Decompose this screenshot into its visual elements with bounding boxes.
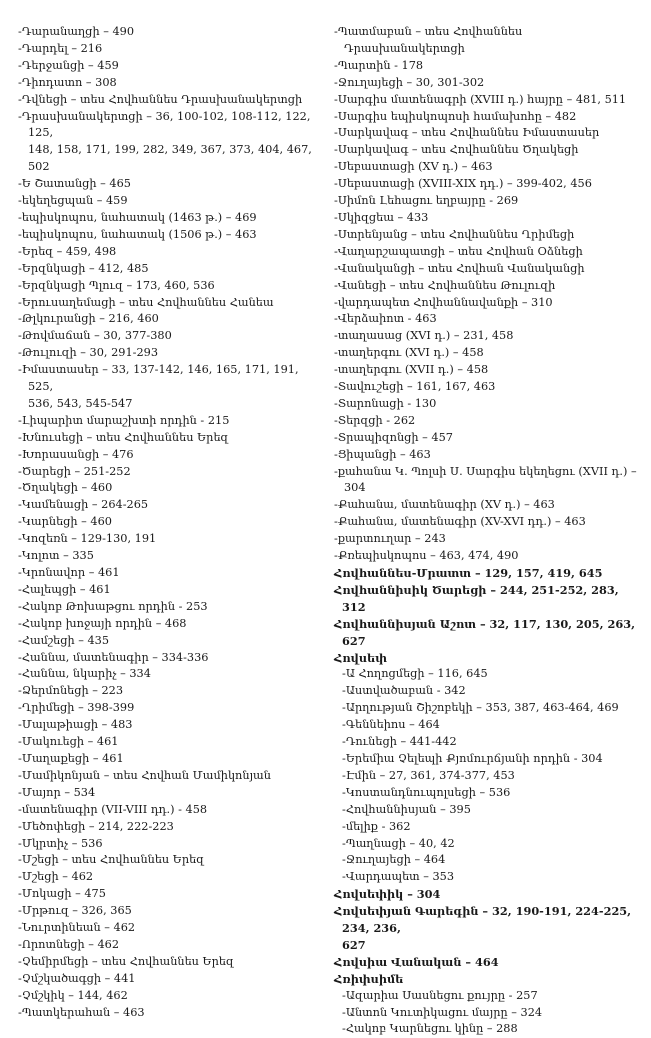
index-entry: -Մայոր – 534 xyxy=(18,785,96,799)
index-entry: -Սեբաստացի (XV դ.) – 463 xyxy=(334,160,493,174)
index-entry: -Ղրիմեցի – 398-399 xyxy=(18,701,135,715)
index-entry: -Վարդապետ – 353 xyxy=(342,870,455,884)
index-entry: -Ազարիա Սասնեցու քույրը - 257 xyxy=(342,988,538,1002)
index-heading-entry: Հովհաննես-Մրատտ – 129, 157, 419, 645 xyxy=(334,566,603,580)
index-entry: -Մշեցի – տես Հովհաննես Երեզ xyxy=(18,853,205,867)
index-entry: -Չմշկածագցի – 441 xyxy=(18,971,136,985)
index-entry: -Վանեցի – տես Հովհաննես Թուլուզի xyxy=(334,278,556,292)
index-entry: -Սեբաստացի (XVIII-XIX դդ.) – 399-402, 456 xyxy=(334,177,592,191)
index-entry: -Ե Շատանցի – 465 xyxy=(18,177,131,191)
index-entry: -Թուլուզի – 30, 291-293 xyxy=(18,346,159,360)
index-entry: -Ծղակեցի – 460 xyxy=(18,481,113,495)
index-entry: -Քահանա, մատենագիր (XV-XVI դդ.) – 463 xyxy=(334,515,586,529)
index-heading-entry: Հովհաննիսյան Աշոտ – 32, 117, 130, 205, 263, 627 xyxy=(334,616,636,648)
index-entry: -Սարկավագ – տես Հովհաննես Իմաստասեր xyxy=(334,126,600,140)
index-entry: -Տավուշեցի – 161, 167, 463 xyxy=(334,380,496,394)
index-entry: -Կամենացի – 264-265 xyxy=(18,498,149,512)
index-entry: -Քռեպիսկոպոս – 463, 474, 490 xyxy=(334,549,519,563)
index-entry: -Տարոնացի - 130 xyxy=(334,396,437,410)
index-entry: -Մրթուզ – 326, 365 xyxy=(18,904,132,918)
index-entry: -Թովմաճան – 30, 377-380 xyxy=(18,329,172,343)
index-entry: -Կոլոտ – 335 xyxy=(18,549,94,563)
index-entry: -Դարանաղցի – 490 xyxy=(18,25,135,38)
index-entry: -Պարտին - 178 xyxy=(334,58,424,72)
index-entry: -Պատկերահան – 463 xyxy=(18,1005,145,1019)
index-heading-entry: Հովհաննիսիկ Ծարեցի – 244, 251-252, 283, 312 xyxy=(334,582,619,614)
index-entry: -Պաղնացի – 40, 42 xyxy=(342,836,455,850)
index-heading-entry: Հովսեփիկ – 304 xyxy=(334,887,441,902)
index-entry: -Մշեցի – 462 xyxy=(18,870,94,884)
index-entry: -Կոստանդնուպոլսեցի – 536 xyxy=(342,785,511,799)
index-heading-entry: Հռիփսիմե xyxy=(334,971,404,986)
index-entry: -Մաղաքեցի – 461 xyxy=(18,751,124,765)
index-entry: -վարդապետ Հովհաննավանքի – 310 xyxy=(334,295,553,309)
index-entry: -տաղասաց (XVI դ.) – 231, 458 xyxy=(334,329,514,343)
index-entry: -Մոկացի – 475 xyxy=(18,887,106,901)
index-entry: -Հակոբ Թոխաթցու որդին - 253 xyxy=(18,599,208,613)
index-entry: -քարտուղար – 243 xyxy=(334,532,446,546)
index-entry: -Տրապիզոնցի – 457 xyxy=(334,430,453,444)
index-entry: -Խորասանցի – 476 xyxy=(18,447,134,461)
index-entry: -Սիմոն Լեհացու եղբայրը - 269 xyxy=(334,194,519,208)
index-entry: -Հաննա, նկարիչ – 334 xyxy=(18,667,151,681)
index-entry: -Ստրենյանց – տես Հովհաննես Ղրիմեցի xyxy=(334,227,575,241)
index-entry: -Մկրտիչ – 536 xyxy=(18,836,103,850)
index-entry: -Երզնկացի – 412, 485 xyxy=(18,261,149,275)
index-entry: -Խնուսեցի – տես Հովհաննես Երեզ xyxy=(18,430,229,444)
index-list-left xyxy=(18,24,323,1021)
index-entry: -Մալաթիացի – 483 xyxy=(18,718,133,732)
index-list-right xyxy=(334,24,646,1038)
index-entry: -Դունեցի – 441-442 xyxy=(342,735,457,749)
index-entry: -Նուրտինեան – 462 xyxy=(18,921,136,935)
index-entry: -Հաննա, մատենագիր – 334-336 xyxy=(18,650,209,664)
index-entry: -Հովհաննիսյան – 395 xyxy=(342,802,471,816)
index-entry: -Ցիպանցի – 463 xyxy=(334,447,431,461)
index-entry: -Վանականցի – տես Հովհան Վանականցի xyxy=(334,261,585,275)
index-entry: -Հալեպցի – 461 xyxy=(18,582,111,596)
index-entry: -Կոզեռն – 129-130, 191 xyxy=(18,532,157,546)
index-entry: -Որոտնեցի – 462 xyxy=(18,937,120,951)
index-entry: -Դարդել – 216 xyxy=(18,41,103,55)
index-entry: -Ջուղայեցի – 464 xyxy=(342,853,446,867)
index-entry: -Համշեցի – 435 xyxy=(18,633,110,647)
index-entry: -Ջուղայեցի – 30, 301-302 xyxy=(334,75,485,89)
index-entry: -Դրասխանակերտցի – 36, 100-102, 108-112, 122, 125, 148, 158, 171, 199, 282, 349, 367, 373, 404, 467, 502 xyxy=(18,109,312,174)
index-entry: -եկեղեցպան – 459 xyxy=(18,194,128,208)
index-entry: -Սարգիս մատենագրի (XVIII դ.) հայրը – 481, 511 xyxy=(334,92,627,106)
index-entry: -Երուսաղեմացի – տես Հովհաննես Հանեա xyxy=(18,295,274,309)
index-entry: -Թլկուրանցի – 216, 460 xyxy=(18,312,159,326)
index-entry: -Լիպարիտ մարաշխտի որդին - 215 xyxy=(18,413,230,427)
index-entry: -Սկիզցեա – 433 xyxy=(334,210,429,224)
index-entry: -Կրոնավոր – 461 xyxy=(18,566,120,579)
index-entry: -եպիսկոպոս, նահատակ (1463 թ.) – 469 xyxy=(18,210,257,224)
index-heading-entry: Հովսիա Վանական – 464 xyxy=(334,954,499,969)
index-entry: -տաղերգու (XVII դ.) – 458 xyxy=(334,363,489,377)
index-entry: -Չեմիրմեցի – տես Հովհաննես Երեզ xyxy=(18,954,234,968)
index-entry: -Սարկավագ – տես Հովհաննես Ծղակեցի xyxy=(334,143,579,157)
index-entry: -Պատմաբան – տես Հովհաննես Դրասխանակերտցի xyxy=(334,25,523,55)
index-entry: -Ձերմոնեցի – 223 xyxy=(18,684,124,698)
index-heading-entry: Հովսեփ xyxy=(334,650,387,665)
index-entry: -քահանա Կ. Պոլսի Ս. Սարգիս եկեղեցու (XVII դ.) – 304 xyxy=(334,464,637,495)
index-heading-entry: Հովսեփյան Գարեգին – 32, 190-191, 224-225, 234, 236, 627 xyxy=(334,904,632,952)
index-entry: -Հակոբ Կարնեցու կինը – 288 xyxy=(342,1022,518,1036)
index-entry: -Հակոբ խոջայի որդին – 468 xyxy=(18,616,187,630)
index-entry: -Իմաստասեր – 33, 137-142, 146, 165, 171, 191, 525, 536, 543, 545-547 xyxy=(18,363,299,410)
index-entry: -Էմին – 27, 361, 374-377, 453 xyxy=(342,768,515,782)
index-entry: -Կարնեցի – 460 xyxy=(18,515,112,529)
index-entry: -Գեննեիոս – 464 xyxy=(342,718,440,732)
index-entry: -Վաղարշապատցի – տես Հովհան Օձնեցի xyxy=(334,244,583,258)
index-entry: -Անտոն Կուտիկացու մայրը – 324 xyxy=(342,1005,543,1019)
index-entry: -Երզնկացի Պլուզ – 173, 460, 536 xyxy=(18,278,215,292)
index-entry: -Ծարեցի – 251-252 xyxy=(18,464,131,478)
index-entry: -Դիոդատո – 308 xyxy=(18,75,117,89)
index-entry: -Մակուեցի – 461 xyxy=(18,735,119,749)
index-entry: -Ա Հողոցմեցի – 116, 645 xyxy=(342,667,488,681)
index-entry: -Մամիկոնյան – տես Հովհան Մամիկոնյան xyxy=(18,768,271,782)
index-entry: -Դերջանցի – 459 xyxy=(18,58,119,72)
index-entry: -Երեզ – 459, 498 xyxy=(18,244,117,258)
index-entry: -Մեծոփեցի – 214, 222-223 xyxy=(18,819,174,833)
index-entry: -Վերձաիոտ - 463 xyxy=(334,312,437,326)
index-entry: -Աստվածաբան - 342 xyxy=(342,684,466,698)
index-column-right xyxy=(334,24,646,1038)
index-entry: -մատենագիր (VII-VIII դդ.) - 458 xyxy=(18,802,208,816)
index-entry: -Արղության Շիշոբեկի – 353, 387, 463-464, 469 xyxy=(342,701,619,715)
index-entry: -Տերզցի - 262 xyxy=(334,413,416,427)
index-entry: -մելիք - 362 xyxy=(342,819,411,833)
index-entry: -եպիսկոպոս, նահատակ (1506 թ.) – 463 xyxy=(18,227,257,241)
index-entry: -Երեմիա Չելեպի Քյոմուրճյանի որդին - 304 xyxy=(342,751,603,765)
index-entry: -Չմշկիկ – 144, 462 xyxy=(18,988,128,1002)
index-column-left xyxy=(18,24,323,1021)
index-entry: -Քահանա, մատենագիր (XV դ.) – 463 xyxy=(334,498,555,512)
index-entry: -տաղերգու (XVI դ.) – 458 xyxy=(334,346,484,360)
index-entry: -Սարգիս եպիսկոպոսի համախոհը – 482 xyxy=(334,109,577,123)
index-entry: -Դվնեցի – տես Հովհաննես Դրասխանակերտցի xyxy=(18,92,303,106)
